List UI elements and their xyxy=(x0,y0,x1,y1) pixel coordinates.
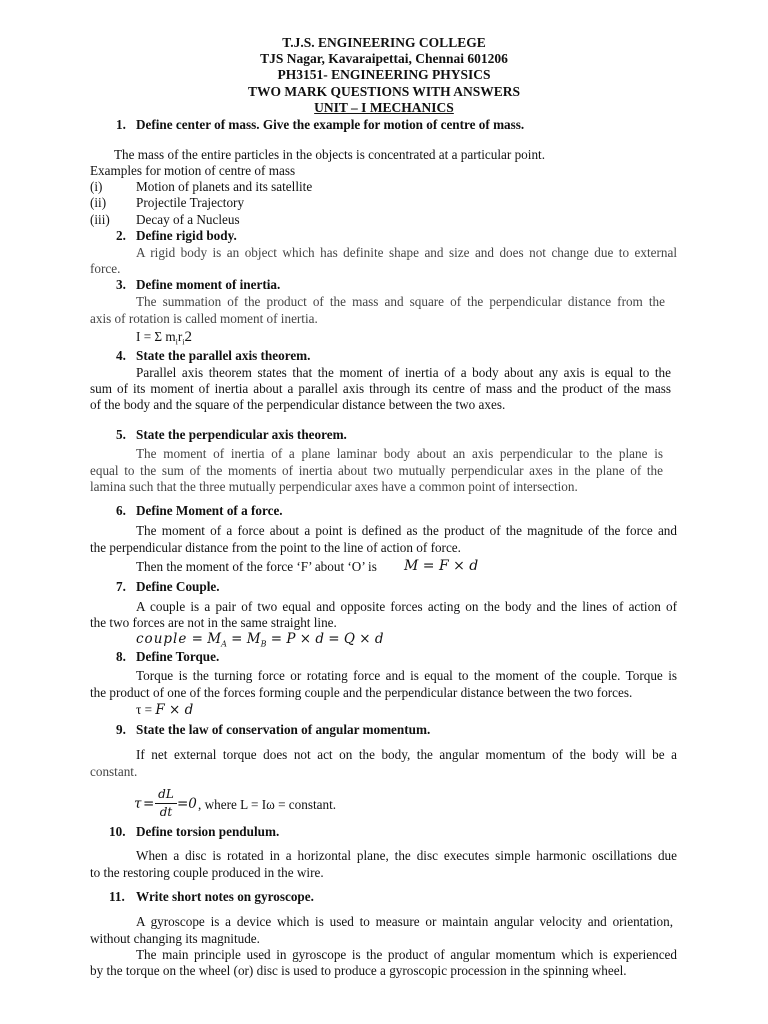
question-number: 5. xyxy=(116,427,126,442)
answer-7-line: the two forces are not in the same straight line. xyxy=(90,615,337,630)
couple-formula xyxy=(136,631,383,647)
question-number: 9. xyxy=(116,722,126,737)
formula-part: = xyxy=(143,796,155,812)
question-number: 4. xyxy=(116,348,126,363)
fraction-numerator: dL xyxy=(158,787,174,801)
question-number: 2. xyxy=(116,228,126,243)
question-number: 8. xyxy=(116,649,126,664)
moment-of-inertia-formula xyxy=(136,329,192,345)
answer-6-line: the perpendicular distance from the point to the line of action of force. xyxy=(90,540,461,555)
question-number: 11. xyxy=(109,889,125,904)
answer-4-line: Parallel axis theorem states that the moment of inertia of a body about any axis is equal to the xyxy=(136,365,671,380)
question-11: Write short notes on gyroscope. xyxy=(136,889,314,904)
question-9: State the law of conservation of angular momentum. xyxy=(136,722,431,737)
formula-subscript: A xyxy=(221,639,227,649)
question-6: Define Moment of a force. xyxy=(136,503,283,518)
answer-11-line: The main principle used in gyroscope is the product of angular momentum which is experienced xyxy=(136,947,677,962)
formula-tail: , where L = Iω = constant. xyxy=(198,797,337,812)
unit-title xyxy=(0,100,768,116)
question-8: Define Torque. xyxy=(136,649,220,664)
answer-11-line: by the torque on the wheel (or) disc is used to produce a gyroscopic procession in the spinning wheel. xyxy=(90,963,627,978)
list-item: Projectile Trajectory xyxy=(136,195,245,210)
formula-part: couple xyxy=(136,631,188,647)
question-3: Define moment of inertia. xyxy=(136,277,281,292)
course-title: PH3151- ENGINEERING PHYSICS xyxy=(277,67,491,82)
question-7: Define Couple. xyxy=(136,579,220,594)
answer-5-line: The moment of inertia of a plane laminar body about an axis perpendicular to the plane is xyxy=(136,446,663,461)
answer-10-line: to the restoring couple produced in the wire. xyxy=(90,865,324,880)
question-1: Define center of mass. Give the example for motion of centre of mass. xyxy=(136,117,525,132)
list-marker: (iii) xyxy=(90,212,110,227)
formula-part: = P × d = Q × d xyxy=(266,631,384,647)
examples-heading: Examples for motion of centre of mass xyxy=(90,163,296,178)
answer-1: The mass of the entire particles in the objects is concentrated at a particular point. xyxy=(114,147,545,162)
formula-subscript: B xyxy=(260,639,267,649)
question-5: State the perpendicular axis theorem. xyxy=(136,427,347,442)
answer-6-line: Then the moment of the force ‘F’ about ‘O’ is xyxy=(136,559,377,574)
question-4: State the parallel axis theorem. xyxy=(136,348,311,363)
answer-11-line: without changing its magnitude. xyxy=(90,931,260,946)
formula-part: = M xyxy=(187,631,222,647)
question-2: Define rigid body. xyxy=(136,228,237,243)
formula-part: r xyxy=(177,329,183,344)
formula-part: τ = xyxy=(136,702,153,717)
formula-part: F × d xyxy=(155,702,194,718)
torque-formula xyxy=(136,702,193,718)
unit-title-text: UNIT – I MECHANICS xyxy=(314,100,454,115)
formula-part: τ xyxy=(134,796,142,812)
answer-3-line: The summation of the product of the mass and square of the perpendicular distance from the xyxy=(136,294,665,309)
answer-11-line: A gyroscope is a device which is used to measure or maintain angular velocity and orientation, xyxy=(136,914,673,929)
college-name: T.J.S. ENGINEERING COLLEGE xyxy=(282,35,486,50)
answer-6-line: The moment of a force about a point is defined as the product of the magnitude of the force and xyxy=(136,523,677,538)
answer-10-line: When a disc is rotated in a horizontal plane, the disc executes simple harmonic oscillations due xyxy=(136,848,677,863)
formula-subscript: i xyxy=(182,337,185,347)
formula-subscript: i xyxy=(175,337,178,347)
question-number: 3. xyxy=(116,277,126,292)
answer-3-line: axis of rotation is called moment of inertia. xyxy=(90,311,318,326)
formula-part: =0 xyxy=(177,796,197,812)
document-title: TWO MARK QUESTIONS WITH ANSWERS xyxy=(247,84,521,99)
list-marker: (i) xyxy=(90,179,103,194)
college-address: TJS Nagar, Kavaraipettai, Chennai 601206 xyxy=(260,51,508,66)
answer-9-line: constant. xyxy=(90,764,138,779)
formula-part: = M xyxy=(226,631,261,647)
list-item: Decay of a Nucleus xyxy=(136,212,240,227)
question-number: 6. xyxy=(116,503,126,518)
question-number: 7. xyxy=(116,579,126,594)
answer-8-line: Torque is the turning force or rotating force and is equal to the moment of the couple. Torque is xyxy=(136,668,677,683)
answer-5-line: equal to the sum of the moments of inertia about two mutually perpendicular axes in the plane of the xyxy=(90,463,663,478)
fraction-denominator: dt xyxy=(159,805,173,819)
answer-5-line: lamina such that the three mutually perpendicular axes have a common point of intersection. xyxy=(90,479,578,494)
formula-part: I = Σ m xyxy=(136,329,176,344)
answer-4-line: sum of its moment of inertia about a parallel axis through its centre of mass and the product of the mass xyxy=(90,381,671,396)
moment-formula: M = F × d xyxy=(404,558,479,574)
list-item: Motion of planets and its satellite xyxy=(136,179,313,194)
answer-4-line: of the body and the square of the perpendicular distance between the two axes. xyxy=(90,397,506,412)
question-number: 1. xyxy=(116,117,126,132)
question-10: Define torsion pendulum. xyxy=(136,824,280,839)
answer-9-line: If net external torque does not act on the body, the angular momentum of the body will be a xyxy=(136,747,677,762)
answer-8-line: the product of one of the forces forming couple and the perpendicular distance between the two forces. xyxy=(90,685,633,700)
answer-7-line: A couple is a pair of two equal and opposite forces acting on the body and the lines of action of xyxy=(136,599,677,614)
question-number: 10. xyxy=(109,824,126,839)
formula-exponent: 2 xyxy=(184,329,193,345)
answer-2-line: force. xyxy=(90,261,121,276)
fraction-bar xyxy=(155,803,177,804)
answer-2-line: A rigid body is an object which has definite shape and size and does not change due to external xyxy=(136,245,677,260)
list-marker: (ii) xyxy=(90,195,107,210)
